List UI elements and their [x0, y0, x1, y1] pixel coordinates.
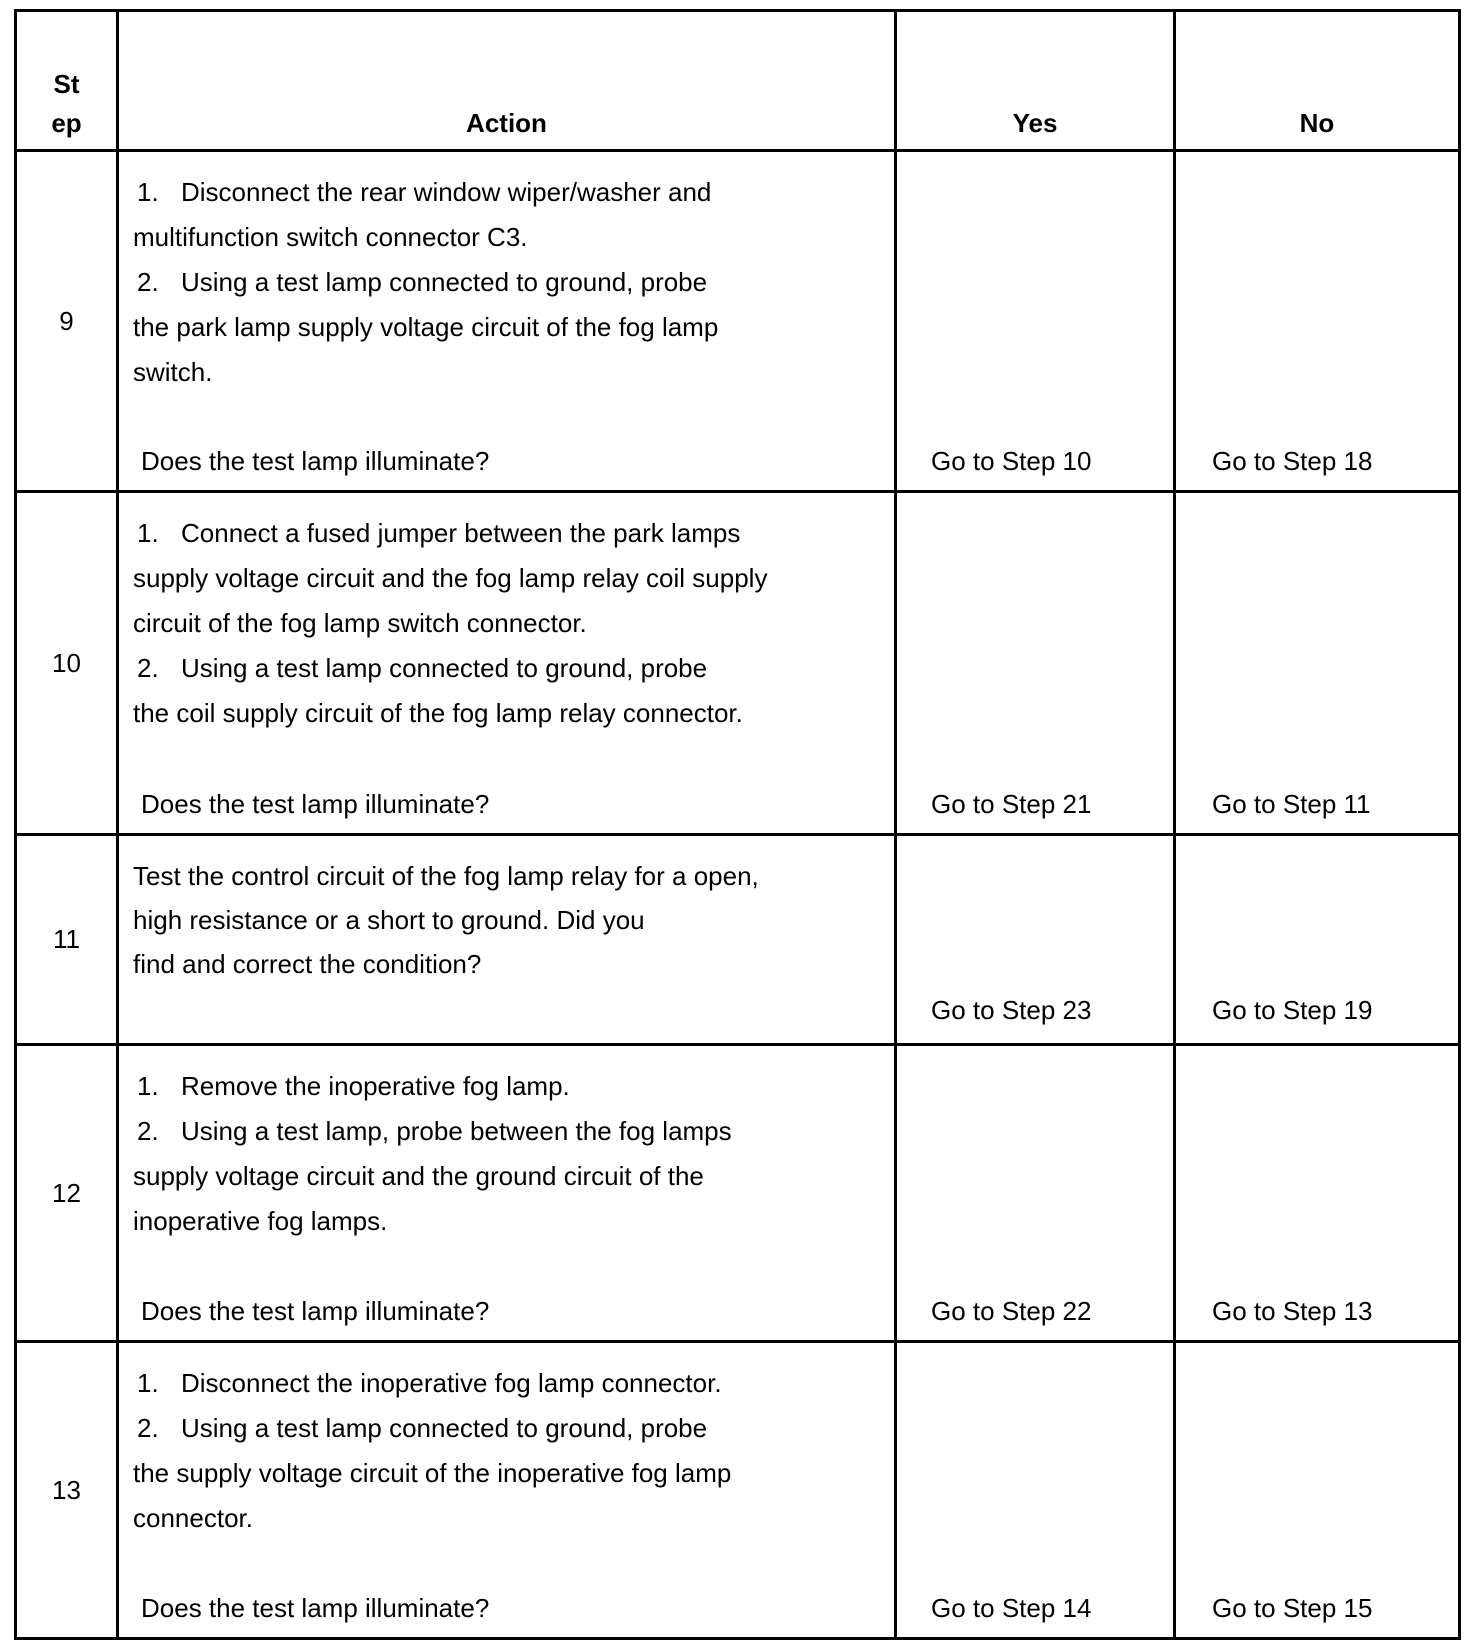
header-yes: Yes	[896, 11, 1175, 151]
question-text: Does the test lamp illuminate?	[141, 446, 490, 476]
step-number: 11	[16, 835, 118, 1045]
action-cell: 1. Connect a fused jumper between the park lamps supply voltage circuit and the fog lamp relay coil supply circuit of the fog lamp switch connector. 2. Using a test lamp connected to ground, probe the coil supply circuit of the fog lamp relay connector. Does the test lamp illuminate?	[118, 492, 896, 835]
step-number: 12	[16, 1045, 118, 1342]
no-cell: Go to Step 13	[1175, 1045, 1460, 1342]
yes-cell: Go to Step 22	[896, 1045, 1175, 1342]
yes-cell: Go to Step 21	[896, 492, 1175, 835]
step-number: 10	[16, 492, 118, 835]
diagnostic-table	[14, 9, 1461, 1640]
question-text: Does the test lamp illuminate?	[141, 1296, 490, 1326]
no-cell: Go to Step 11	[1175, 492, 1460, 835]
question-text: Does the test lamp illuminate?	[141, 789, 490, 819]
action-cell: Test the control circuit of the fog lamp relay for a open, high resistance or a short to ground. Did you find and correct the condition?	[118, 835, 896, 1045]
table-row	[16, 835, 1460, 1045]
action-cell: 1. Disconnect the inoperative fog lamp connector. 2. Using a test lamp connected to ground, probe the supply voltage circuit of the inoperative fog lamp connector. Does the test lamp illuminate?	[118, 1342, 896, 1639]
table-row	[16, 1045, 1460, 1342]
no-cell: Go to Step 18	[1175, 151, 1460, 492]
header-no: No	[1175, 11, 1460, 151]
action-cell: 1. Disconnect the rear window wiper/washer and multifunction switch connector C3. 2. Using a test lamp connected to ground, probe the park lamp supply voltage circuit of the fog lamp switch. Does the test lamp illuminate?	[118, 151, 896, 492]
yes-cell: Go to Step 23	[896, 835, 1175, 1045]
yes-cell: Go to Step 14	[896, 1342, 1175, 1639]
header-action: Action	[118, 11, 896, 151]
yes-cell: Go to Step 10	[896, 151, 1175, 492]
no-cell: Go to Step 15	[1175, 1342, 1460, 1639]
step-number: 9	[16, 151, 118, 492]
table-row	[16, 151, 1460, 492]
action-cell: 1. Remove the inoperative fog lamp. 2. Using a test lamp, probe between the fog lamps supply voltage circuit and the ground circuit of the inoperative fog lamps. Does the test lamp illuminate?	[118, 1045, 896, 1342]
table-row	[16, 1342, 1460, 1639]
question-text: Does the test lamp illuminate?	[141, 1593, 490, 1623]
no-cell: Go to Step 19	[1175, 835, 1460, 1045]
table-row	[16, 492, 1460, 835]
header-step: St ep	[16, 11, 118, 151]
header-row	[16, 11, 1460, 151]
step-number: 13	[16, 1342, 118, 1639]
